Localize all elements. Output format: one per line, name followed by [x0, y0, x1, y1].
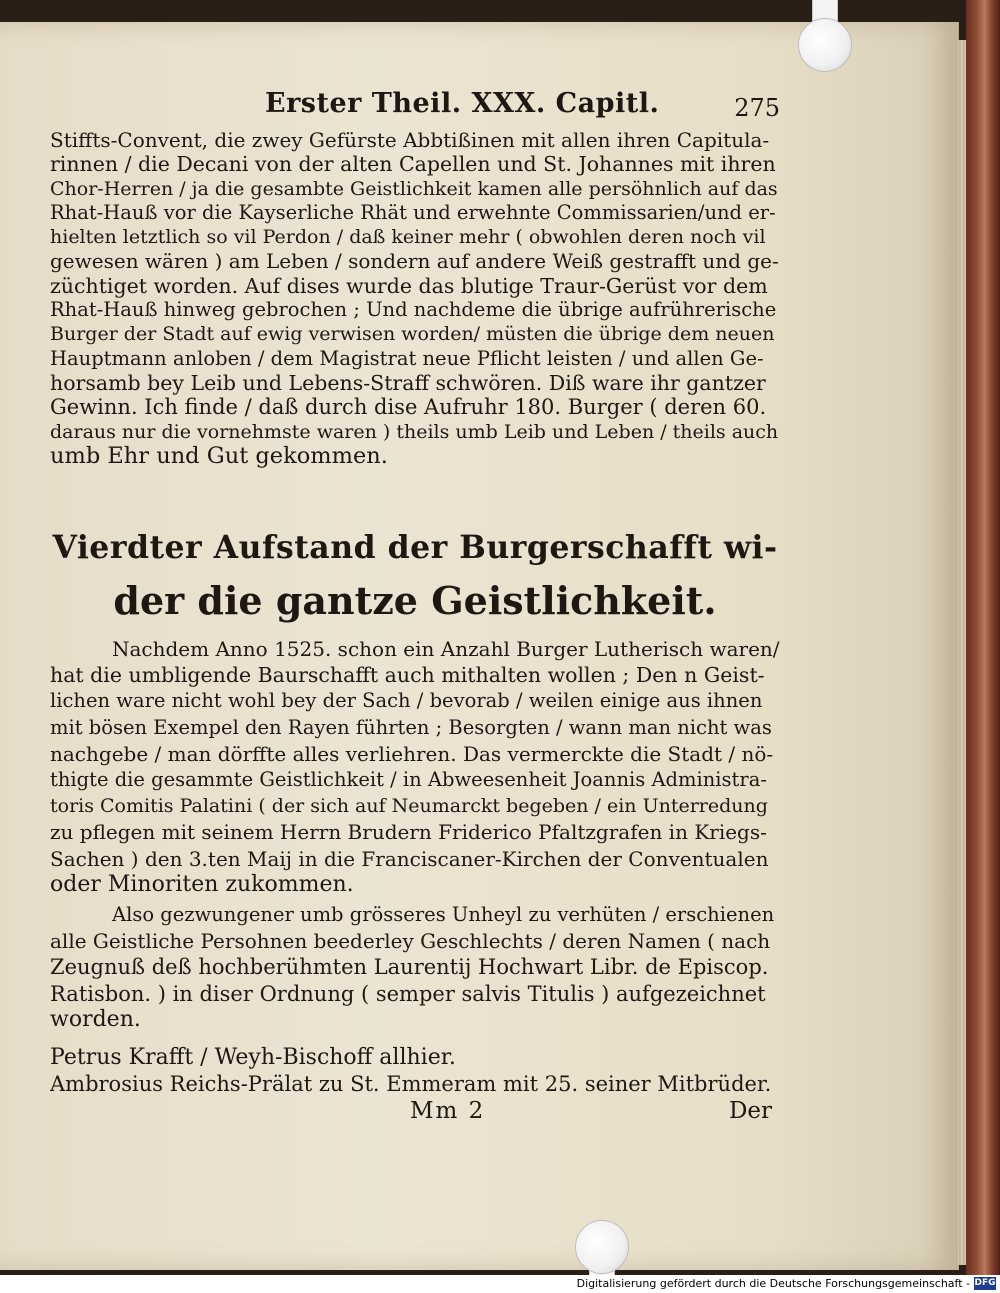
text-line: hielten letztlich so vil Perdon / daß keiner mehr ( obwohlen deren noch vil: [50, 226, 766, 249]
text-line: toris Comitis Palatini ( der sich auf Neumarckt begeben / ein Unterredung: [50, 795, 768, 818]
text-line: Also gezwungener umb grösseres Unheyl zu verhüten / erschienen: [112, 903, 775, 926]
page-clip-bottom: [575, 1220, 629, 1274]
section-heading-line-2: der die gantze Geistlichkeit.: [113, 578, 717, 623]
text-line: zu pflegen mit seinem Herrn Brudern Friderico Pfaltzgrafen in Kriegs-: [50, 820, 767, 845]
text-line: Ratisbon. ) in diser Ordnung ( semper salvis Titulis ) aufgezeichnet: [50, 981, 766, 1006]
paragraph-3: [50, 902, 780, 1033]
credit-bar: [0, 1275, 1000, 1293]
page-edges: [958, 40, 966, 1265]
text-line: nachgebe / man dörffte alles verliehren. Das vermerckte die Stadt / nö-: [50, 741, 774, 766]
text-line: Gewinn. Ich finde / daß durch dise Aufruhr 180. Burger ( deren 60.: [50, 395, 767, 420]
paragraph-2: [50, 636, 780, 898]
text-line: gewesen wären ) am Leben / sondern auf andere Weiß gestrafft und ge-: [50, 249, 779, 274]
text-line: rinnen / die Decani von der alten Capellen und St. Johannes mit ihren: [50, 152, 776, 177]
page-footer: [50, 1098, 780, 1132]
page-number: 275: [734, 94, 780, 122]
text-line: Chor-Herren / ja die gesambte Geistlichkeit kamen alle persöhnlich auf das: [50, 177, 778, 200]
text-line: Nachdem Anno 1525. schon ein Anzahl Burger Lutherisch waren/: [112, 637, 780, 661]
text-line: Hauptmann anloben / dem Magistrat neue Pflicht leisten / und allen Ge-: [50, 346, 764, 370]
catchword: Der: [728, 1098, 772, 1124]
text-line: Rhat-Hauß vor die Kayserliche Rhät und erwehnte Commissarien/und er-: [50, 200, 776, 224]
text-line: Burger der Stadt auf ewig verwisen worden/ müsten die übrige dem neuen: [50, 323, 775, 346]
dfg-logo-icon: DFG: [974, 1278, 996, 1288]
section-heading-line-1: Vierdter Aufstand der Burgerschafft wi-: [52, 529, 778, 566]
list-item: Petrus Krafft / Weyh-Bischoff allhier.: [50, 1045, 456, 1070]
text-line: Zeugnuß deß hochberühmten Laurentij Hochwart Libr. de Episcop.: [50, 955, 769, 980]
credit-text: Digitalisierung gefördert durch die Deutsche Forschungsgemeinschaft -: [576, 1277, 970, 1290]
text-line: Stiffts-Convent, die zwey Gefürste Abbtißinen mit allen ihren Capitula-: [50, 128, 770, 152]
text-line: alle Geistliche Persohnen beederley Geschlechts / deren Namen ( nach: [50, 929, 771, 954]
text-line: horsamb bey Leib und Lebens-Straff schwören. Diß ware ihr gantzer: [50, 370, 766, 395]
list-item: Ambrosius Reichs-Prälat zu St. Emmeram mit 25. seiner Mitbrüder.: [50, 1072, 772, 1096]
name-list: [50, 1045, 780, 1097]
book-binding: [966, 0, 1000, 1275]
running-title: Erster Theil. XXX. Capitl.: [265, 88, 660, 119]
text-line: züchtiget worden. Auf dises wurde das blutige Traur-Gerüst vor dem: [50, 273, 768, 298]
text-line: daraus nur die vornehmste waren ) theils umb Leib und Leben / theils auch: [50, 420, 779, 443]
text-line: hat die umbligende Baurschafft auch mithalten wollen ; Den n Geist-: [50, 663, 765, 688]
page-clip-top: [798, 18, 852, 72]
text-line: oder Minoriten zukommen.: [50, 871, 354, 897]
text-line: Rhat-Hauß hinweg gebrochen ; Und nachdeme die übrige aufrührerische: [50, 298, 777, 322]
running-header: [50, 88, 780, 124]
text-line: lichen ware nicht wohl bey der Sach / bevorab / weilen einige aus ihnen: [50, 689, 763, 713]
text-line: Sachen ) den 3.ten Maij in die Franciscaner-Kirchen der Conventualen: [50, 846, 769, 871]
text-line: thigte die gesammte Geistlichkeit / in Abweesenheit Joannis Administra-: [50, 768, 767, 792]
section-heading: [50, 520, 780, 626]
signature-mark: Mm 2: [410, 1098, 486, 1124]
text-line: mit bösen Exempel den Rayen führten ; Besorgten / wann man nicht was: [50, 715, 772, 739]
paragraph-1: [50, 128, 780, 468]
text-line: umb Ehr und Gut gekommen.: [50, 443, 388, 469]
text-line: worden.: [50, 1006, 141, 1032]
